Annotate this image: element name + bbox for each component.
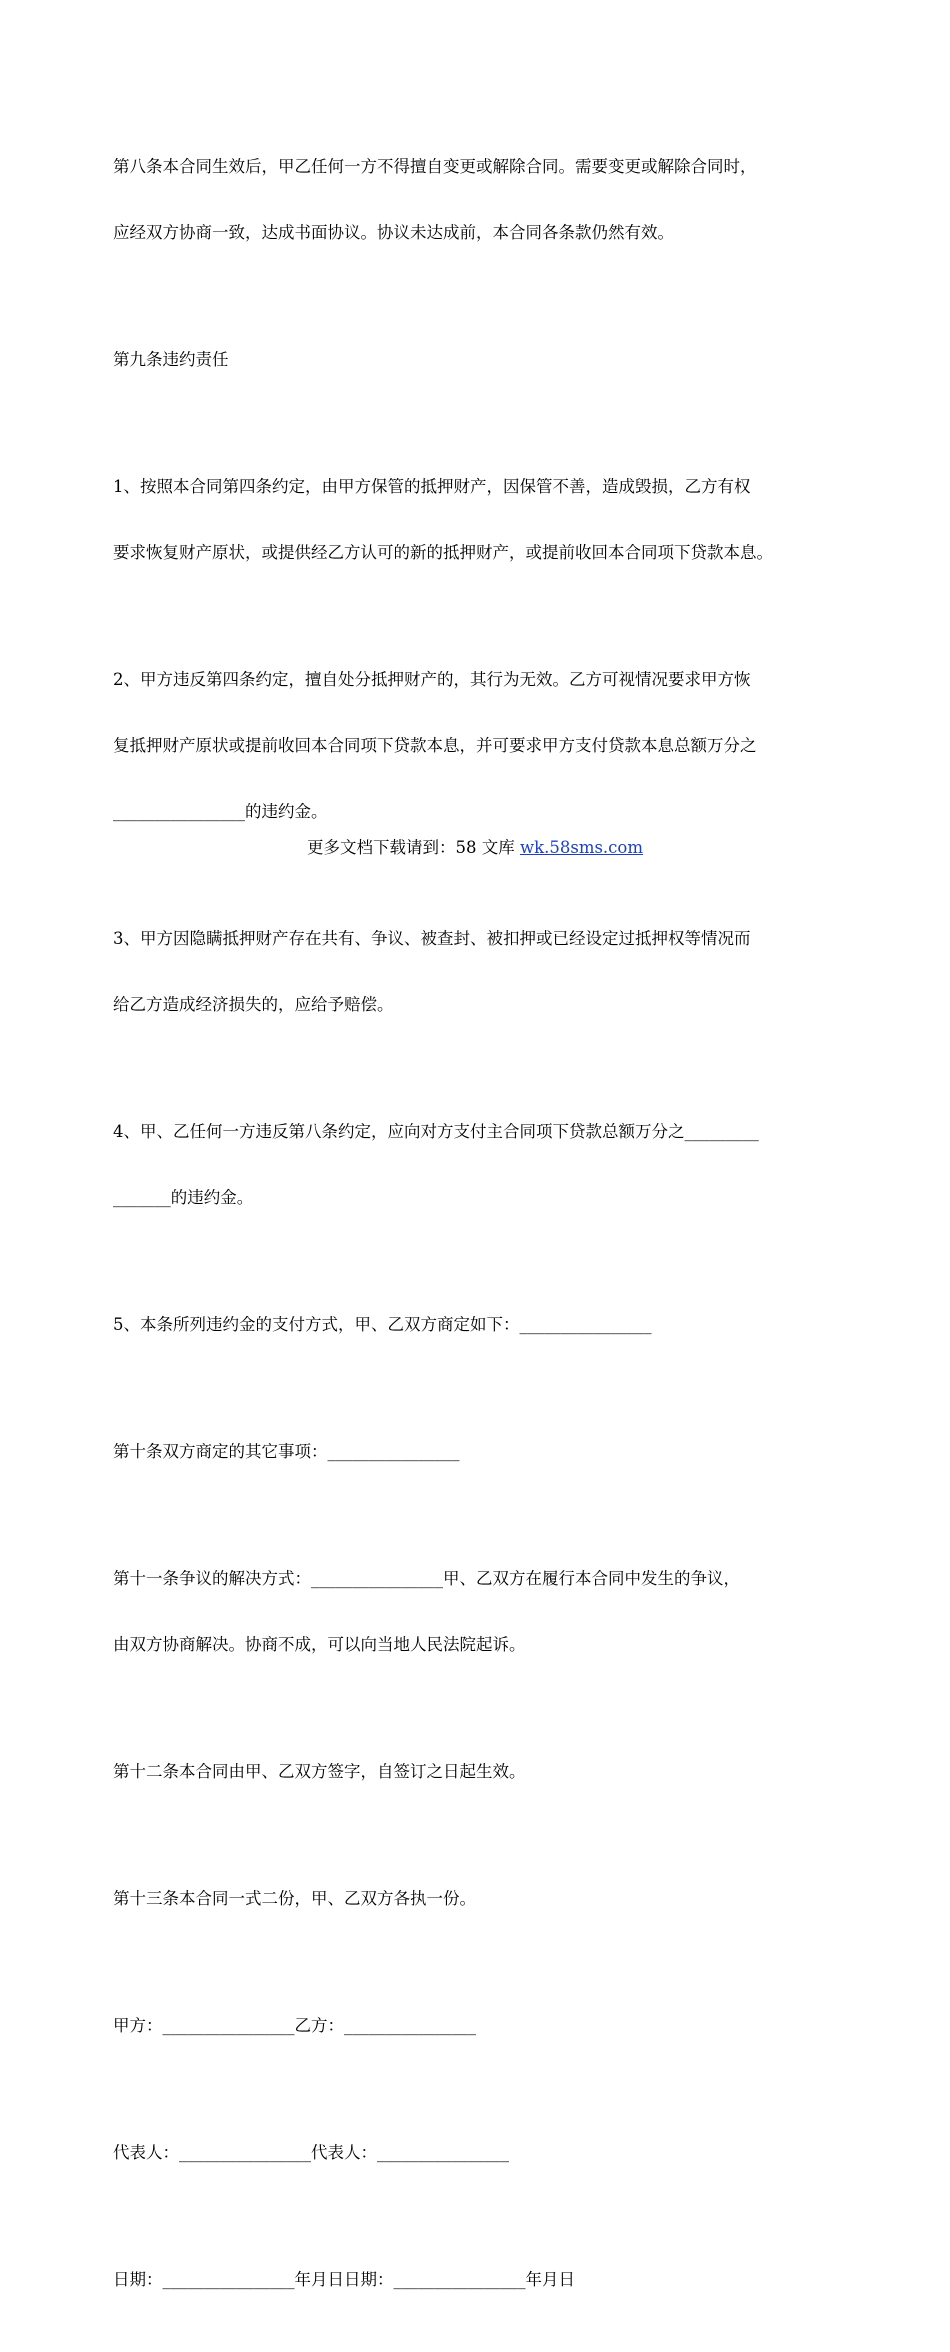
text-line: 应经双方协商一致，达成书面协议。协议未达成前，本合同各条款仍然有效。	[113, 223, 674, 242]
paragraph-clause-4	[113, 1077, 843, 1253]
signature-parties	[113, 1971, 843, 2081]
paragraph-clause-3	[113, 884, 843, 1060]
paragraph-article-10	[113, 1397, 843, 1507]
text-line: 第十一条争议的解决方式：________________甲、乙双方在履行本合同中发生的争议，	[113, 1569, 740, 1588]
text-line: 要求恢复财产原状，或提供经乙方认可的新的抵押财产，或提前收回本合同项下贷款本息。	[113, 543, 773, 562]
text-line: 第九条违约责任	[113, 350, 229, 369]
paragraph-article-13	[113, 1844, 843, 1954]
text-line: 第八条本合同生效后，甲乙任何一方不得擅自变更或解除合同。需要变更或解除合同时，	[113, 157, 757, 176]
text-line: 甲方：________________乙方：________________	[113, 2016, 476, 2035]
download-footer	[0, 837, 950, 859]
paragraph-article-8	[113, 112, 843, 288]
footer-link[interactable]: wk.58sms.com	[519, 838, 643, 857]
text-line: ________________的违约金。	[113, 802, 328, 821]
contract-body	[113, 112, 843, 2352]
paragraph-clause-5	[113, 1270, 843, 1380]
paragraph-clause-2	[113, 625, 843, 867]
footer-text: 更多文档下载请到：58 文库	[306, 838, 520, 857]
text-line: 2、甲方违反第四条约定，擅自处分抵押财产的，其行为无效。乙方可视情况要求甲方恢	[113, 670, 751, 689]
heading-article-9	[113, 305, 843, 415]
text-line: 1、按照本合同第四条约定，由甲方保管的抵押财产，因保管不善，造成毁损，乙方有权	[113, 477, 751, 496]
text-line: 第十三条本合同一式二份，甲、乙双方各执一份。	[113, 1889, 476, 1908]
paragraph-article-12	[113, 1717, 843, 1827]
paragraph-clause-1	[113, 432, 843, 608]
signature-dates	[113, 2225, 843, 2335]
text-line: 3、甲方因隐瞒抵押财产存在共有、争议、被查封、被扣押或已经设定过抵押权等情况而	[113, 929, 751, 948]
text-line: 第十条双方商定的其它事项：________________	[113, 1442, 460, 1461]
text-line: _______的违约金。	[113, 1188, 254, 1207]
text-line: 4、甲、乙任何一方违反第八条约定，应向对方支付主合同项下贷款总额万分之_________	[113, 1122, 759, 1141]
text-line: 复抵押财产原状或提前收回本合同项下贷款本息，并可要求甲方支付贷款本息总额万分之	[113, 736, 757, 755]
paragraph-article-11	[113, 1524, 843, 1700]
text-line: 由双方协商解决。协商不成，可以向当地人民法院起诉。	[113, 1635, 526, 1654]
text-line: 代表人：________________代表人：________________	[113, 2143, 509, 2162]
text-line: 给乙方造成经济损失的，应给予赔偿。	[113, 995, 394, 1014]
text-line: 5、本条所列违约金的支付方式，甲、乙双方商定如下：________________	[113, 1315, 652, 1334]
text-line: 日期：________________年月日日期：________________年月日	[113, 2270, 575, 2289]
text-line: 第十二条本合同由甲、乙双方签字，自签订之日起生效。	[113, 1762, 526, 1781]
signature-representatives	[113, 2098, 843, 2208]
